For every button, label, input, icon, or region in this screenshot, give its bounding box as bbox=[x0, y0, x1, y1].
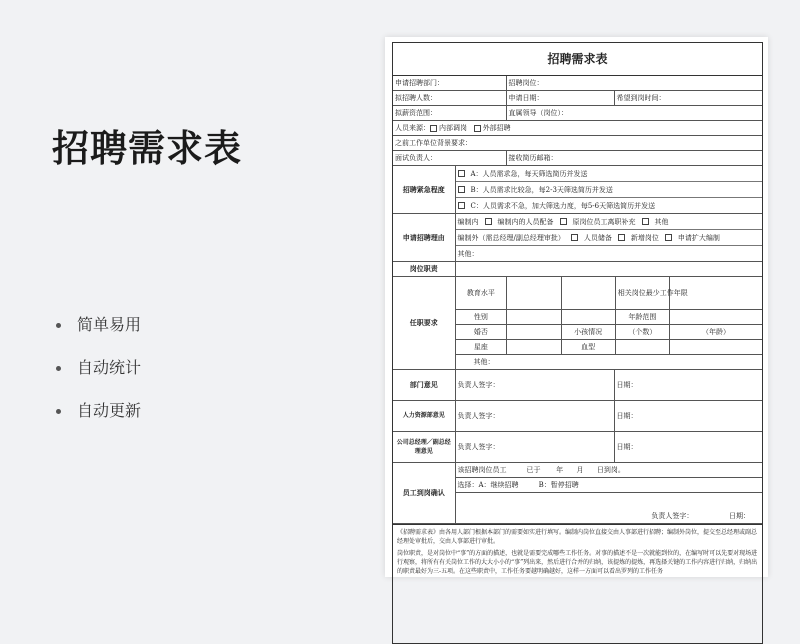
arrival-sign: 负责人签字： 日期： bbox=[455, 493, 762, 524]
checkbox-icon[interactable] bbox=[485, 218, 492, 225]
req-blood: 血型 bbox=[561, 340, 615, 355]
checkbox-icon[interactable] bbox=[618, 234, 625, 241]
form-frame bbox=[392, 42, 763, 644]
checkbox-icon[interactable] bbox=[430, 125, 437, 132]
hr-date: 日期： bbox=[614, 401, 762, 432]
field-salary: 拟薪资范围： bbox=[393, 106, 506, 121]
req-marital: 婚否 bbox=[456, 325, 507, 340]
bullet-icon bbox=[56, 366, 61, 371]
gm-sign: 负责人签字： bbox=[455, 432, 614, 463]
form-table bbox=[393, 76, 762, 524]
field-background: 之前工作单位背景要求： bbox=[393, 136, 762, 151]
hr-sign: 负责人签字： bbox=[455, 401, 614, 432]
req-edu: 教育水平 bbox=[456, 277, 507, 310]
requirements-label: 任职要求 bbox=[393, 277, 455, 370]
req-kids: 小孩情况 bbox=[561, 325, 615, 340]
req-kids-count: （个数） bbox=[615, 325, 669, 340]
duty-field bbox=[455, 262, 762, 277]
gm-date: 日期： bbox=[614, 432, 762, 463]
req-gender: 性别 bbox=[456, 310, 507, 325]
field-position: 招聘岗位： bbox=[506, 76, 762, 91]
field-interviewer: 面试负责人： bbox=[393, 151, 506, 166]
reason-label: 申请招聘理由 bbox=[393, 214, 455, 262]
urgency-label: 招聘紧急程度 bbox=[393, 166, 455, 214]
form-title: 招聘需求表 bbox=[393, 43, 762, 76]
req-other: 其他： bbox=[456, 355, 763, 370]
field-headcount: 拟招聘人数： bbox=[393, 91, 506, 106]
checkbox-icon[interactable] bbox=[458, 202, 465, 209]
urgency-options: A：人员需求急，每天筛选简历并发送 B：人员需求比较急，每2-3天筛选简历并发送 C：人员需求不急，加大筛选力度，每5-6天筛选简历并发送 bbox=[455, 166, 762, 214]
bullet-icon bbox=[56, 409, 61, 414]
duty-label: 岗位职责 bbox=[393, 262, 455, 277]
field-supervisor: 直属领导（岗位）： bbox=[506, 106, 762, 121]
field-dept: 申请招聘部门： bbox=[393, 76, 506, 91]
req-age: 年龄范围 bbox=[615, 310, 669, 325]
note-usage: 《招聘需求表》由各用人部门根据本部门的需要如实进行填写。编制内岗位直接交由人事部进行招聘；编制外岗位，提交至总经理或副总经理处审批后，交由人事部进行审批。 bbox=[397, 529, 758, 545]
feature-item: 自动统计 bbox=[56, 355, 141, 398]
checkbox-icon[interactable] bbox=[458, 186, 465, 193]
arrival-label: 员工到岗确认 bbox=[393, 463, 455, 524]
note-duty: 岗位职责，是对岗位中“事”的方面的描述，也就是需要完成哪些工作任务。对事的描述不是一次就能到位的，在编写时可以先要对现场进行观察，将所有有关岗位工作的大大小小的“事”列出来，然后进行合并的归纳，该提炼的提炼，再选择关键的工作内容进行归纳，归纳出的职责最好为三-五项。在这些职责中，工作任务要越明确越好，这样一方面可以看出罗列的工作任务 bbox=[397, 550, 758, 575]
dept-opinion-label: 部门意见 bbox=[393, 370, 455, 401]
checkbox-icon[interactable] bbox=[560, 218, 567, 225]
checkbox-icon[interactable] bbox=[474, 125, 481, 132]
hr-opinion-label: 人力资源部意见 bbox=[393, 401, 455, 432]
checkbox-icon[interactable] bbox=[571, 234, 578, 241]
field-email: 接收简历邮箱： bbox=[506, 151, 762, 166]
field-arrival-date: 希望到岗时间： bbox=[614, 91, 762, 106]
document-preview bbox=[385, 37, 768, 577]
req-kids-age: （年龄） bbox=[670, 325, 763, 340]
checkbox-icon[interactable] bbox=[458, 170, 465, 177]
reason-options: 编制内 编制内的人员配备 原岗位员工离职补充 其他 编制外（需总经理/副总经理审批） 人员储备 新增岗位 申请扩大编制 其他： bbox=[455, 214, 762, 262]
feature-list bbox=[56, 312, 141, 441]
bullet-icon bbox=[56, 323, 61, 328]
form-notes bbox=[393, 524, 762, 582]
arrival-line2: 选择：A：继续招聘 B：暂停招聘 bbox=[455, 478, 762, 493]
dept-sign: 负责人签字： bbox=[455, 370, 614, 401]
req-relevant-years: 相关岗位最少工作年限 bbox=[615, 277, 669, 310]
checkbox-icon[interactable] bbox=[642, 218, 649, 225]
req-zodiac: 星座 bbox=[456, 340, 507, 355]
left-title: 招聘需求表 bbox=[52, 127, 242, 170]
arrival-line1: 该招聘岗位员工 已于 年 月 日到岗。 bbox=[455, 463, 762, 478]
gm-opinion-label: 公司总经理／副总经理意见 bbox=[393, 432, 455, 463]
dept-date: 日期： bbox=[614, 370, 762, 401]
field-apply-date: 申请日期： bbox=[506, 91, 614, 106]
feature-item: 自动更新 bbox=[56, 398, 141, 441]
checkbox-icon[interactable] bbox=[665, 234, 672, 241]
feature-item: 简单易用 bbox=[56, 312, 141, 355]
requirements-grid bbox=[455, 277, 762, 370]
field-source: 人员来源： 内部调岗 外部招聘 bbox=[393, 121, 762, 136]
